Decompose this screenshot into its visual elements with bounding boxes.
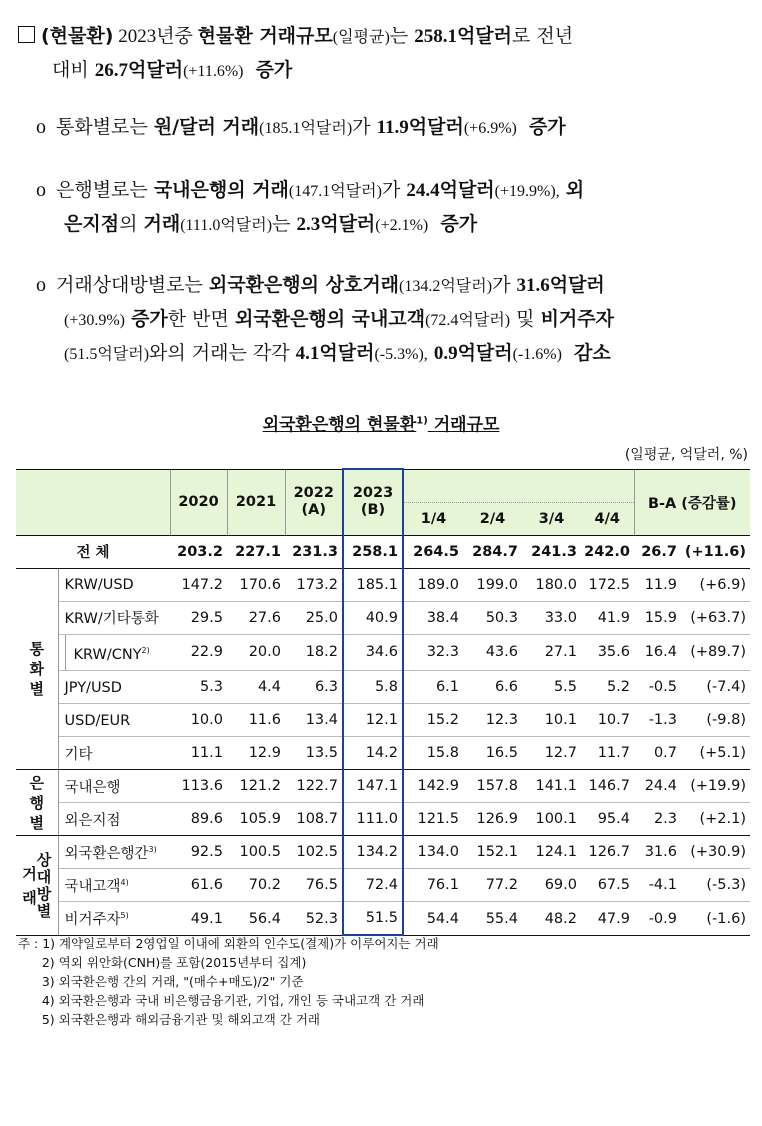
table-row (16, 634, 750, 671)
footnote: 5) 외국환은행과 해외금융기관 및 해외고객 간 거래 (18, 1012, 321, 1027)
table-row (16, 869, 750, 902)
table-cell: 121.5 (403, 803, 463, 836)
table-row (16, 902, 750, 936)
col-q2: 2/4 (463, 502, 522, 535)
table-cell: 6.6 (463, 671, 522, 704)
table-cell: 10.7 (581, 704, 634, 737)
col-diff: B-A (증감률) (634, 469, 750, 535)
table-cell: -0.5 (634, 671, 681, 704)
table-cell: 147.2 (170, 568, 227, 601)
table-cell: 121.2 (227, 770, 285, 803)
table-cell: 50.3 (463, 601, 522, 634)
table-cell: 100.5 (227, 836, 285, 869)
table-cell: 69.0 (522, 869, 581, 902)
col-2020: 2020 (170, 469, 227, 535)
row-label: 국내은행 (58, 770, 170, 803)
table-cell: 48.2 (522, 902, 581, 936)
row-label: 기타 (58, 737, 170, 770)
table-cell: 122.7 (285, 770, 343, 803)
table-cell: 5.3 (170, 671, 227, 704)
table-cell: 113.6 (170, 770, 227, 803)
table-cell: 70.2 (227, 869, 285, 902)
table-cell: 29.5 (170, 601, 227, 634)
footnote: 3) 외국환은행 간의 거래, "(매수+매도)/2" 기준 (18, 974, 304, 989)
square-bullet-icon (18, 26, 35, 43)
col-2021: 2021 (227, 469, 285, 535)
table-cell: 14.2 (343, 737, 403, 770)
table-cell: 12.7 (522, 737, 581, 770)
group-label-bank: 은 행 별 (16, 770, 58, 836)
table-cell: 16.5 (463, 737, 522, 770)
table-cell: (-9.8) (681, 704, 750, 737)
table-cell: 100.1 (522, 803, 581, 836)
summary-bank: o 은행별로는 국내은행의 거래(147.1억달러)가 24.4억달러(+19.9%), 외 은지점의 거래(111.0억달러)는 2.3억달러(+2.1%) 증가 (0, 174, 762, 242)
table-cell: 126.9 (463, 803, 522, 836)
fx-table (16, 468, 750, 936)
table-cell: 5.2 (581, 671, 634, 704)
col-q1: 1/4 (403, 502, 463, 535)
footnote: 주 : 1) 계약일로부터 2영업일 이내에 외환의 인수도(결제)가 이루어지는 거래 (18, 936, 439, 951)
table-cell: (-1.6) (681, 902, 750, 936)
summary-main: (현물환) 2023년중 현물환 거래규모(일평균)는 258.1억달러로 전년 대비 26.7억달러(+11.6%) 증가 (0, 20, 762, 88)
row-label: JPY/USD (58, 671, 170, 704)
table-cell: 11.1 (170, 737, 227, 770)
footnotes (18, 934, 439, 1029)
bullet-icon: o (36, 274, 46, 296)
table-cell: 27.6 (227, 601, 285, 634)
table-cell: 33.0 (522, 601, 581, 634)
table-cell: 92.5 (170, 836, 227, 869)
table-row (16, 836, 750, 869)
table-cell: 51.5 (343, 902, 403, 936)
table-cell: (+6.9) (681, 568, 750, 601)
table-cell: 142.9 (403, 770, 463, 803)
row-label: 외은지점 (58, 803, 170, 836)
table-cell: 102.5 (285, 836, 343, 869)
table-cell: 172.5 (581, 568, 634, 601)
table-cell: 10.0 (170, 704, 227, 737)
table-cell: 173.2 (285, 568, 343, 601)
table-cell: 13.5 (285, 737, 343, 770)
table-cell: 10.1 (522, 704, 581, 737)
footnote: 4) 외국환은행과 국내 비은행금융기관, 기업, 개인 등 국내고객 간 거래 (18, 993, 425, 1008)
table-cell: 4.4 (227, 671, 285, 704)
table-title: 외국환은행의 현물환$^{1)}$ 거래규모 (262, 415, 500, 435)
table-cell: 6.1 (403, 671, 463, 704)
row-label: 비거주자$^{5)}$ (58, 902, 170, 936)
table-cell: 76.1 (403, 869, 463, 902)
table-cell: 16.4 (634, 634, 681, 671)
table-row (16, 704, 750, 737)
table-cell: 12.9 (227, 737, 285, 770)
table-cell: 199.0 (463, 568, 522, 601)
table-row (16, 737, 750, 770)
table-cell: 141.1 (522, 770, 581, 803)
table-cell: 11.9 (634, 568, 681, 601)
col-2023: 2023 (B) (343, 469, 403, 535)
row-label: 국내고객$^{4)}$ (58, 869, 170, 902)
table-cell: 52.3 (285, 902, 343, 936)
table-cell: 41.9 (581, 601, 634, 634)
table-cell: 105.9 (227, 803, 285, 836)
footnote: 2) 역외 위안화(CNH)를 포함(2015년부터 집계) (18, 955, 307, 970)
table-cell: 13.4 (285, 704, 343, 737)
table-cell: 5.5 (522, 671, 581, 704)
table-cell: 38.4 (403, 601, 463, 634)
table-cell: (+30.9) (681, 836, 750, 869)
table-row (16, 770, 750, 803)
table-cell: 18.2 (285, 634, 343, 671)
table-row (16, 803, 750, 836)
summary-currency: o 통화별로는 원/달러 거래(185.1억달러)가 11.9억달러(+6.9%) 증가 (0, 111, 762, 145)
table-unit: (일평균, 억달러, %) (624, 447, 748, 463)
table-cell: 89.6 (170, 803, 227, 836)
table-cell: 2.3 (634, 803, 681, 836)
table-cell: 134.0 (403, 836, 463, 869)
table-cell: 95.4 (581, 803, 634, 836)
table-cell: 185.1 (343, 568, 403, 601)
table-cell: -0.9 (634, 902, 681, 936)
table-cell: -1.3 (634, 704, 681, 737)
table-cell: 170.6 (227, 568, 285, 601)
row-label: KRW/기타통화 (58, 601, 170, 634)
table-cell: 25.0 (285, 601, 343, 634)
table-cell: 6.3 (285, 671, 343, 704)
table-row (16, 568, 750, 601)
total-row: 전 체 203.2 227.1 231.3 258.1 264.5 284.7 241.3 242.0 26.7 (+11.6) (16, 535, 750, 568)
col-2022: 2022 (A) (285, 469, 343, 535)
row-label: KRW/CNY$^{2)}$ (58, 634, 170, 671)
table-cell: 15.8 (403, 737, 463, 770)
group-label-counterparty: 거 래 상 대 방 별 (16, 836, 58, 936)
table-cell: 0.7 (634, 737, 681, 770)
table-cell: 27.1 (522, 634, 581, 671)
table-cell: (-7.4) (681, 671, 750, 704)
table-cell: (+2.1) (681, 803, 750, 836)
table-cell: 43.6 (463, 634, 522, 671)
table-cell: 12.3 (463, 704, 522, 737)
table-cell: 126.7 (581, 836, 634, 869)
table-cell: 147.1 (343, 770, 403, 803)
table-cell: (+89.7) (681, 634, 750, 671)
col-q3: 3/4 (522, 502, 581, 535)
bullet-icon: o (36, 179, 46, 201)
table-cell: 35.6 (581, 634, 634, 671)
col-q4: 4/4 (581, 502, 634, 535)
table-cell: 5.8 (343, 671, 403, 704)
table-cell: (+63.7) (681, 601, 750, 634)
table-cell: 146.7 (581, 770, 634, 803)
summary-counterparty: o 거래상대방별로는 외국환은행의 상호거래(134.2억달러)가 31.6억달러 (+30.9%) 증가한 반면 외국환은행의 국내고객(72.4억달러) 및 비거주자 (51.5억달러)와의 거래는 각각 4.1억달러(-5.3%), 0.9억달러(-1.6%) 감소 (0, 269, 762, 371)
table-cell: 47.9 (581, 902, 634, 936)
table-cell: 108.7 (285, 803, 343, 836)
table-cell: 76.5 (285, 869, 343, 902)
header-row (16, 469, 750, 502)
table-cell: 55.4 (463, 902, 522, 936)
table-cell: 61.6 (170, 869, 227, 902)
table-cell: 67.5 (581, 869, 634, 902)
table-cell: 20.0 (227, 634, 285, 671)
group-label-currency: 통 화 별 (16, 568, 58, 770)
table-cell: 72.4 (343, 869, 403, 902)
table-row (16, 671, 750, 704)
table-cell: (-5.3) (681, 869, 750, 902)
table-cell: 134.2 (343, 836, 403, 869)
table-cell: 31.6 (634, 836, 681, 869)
table-cell: 111.0 (343, 803, 403, 836)
table-cell: 15.2 (403, 704, 463, 737)
table-cell: (+5.1) (681, 737, 750, 770)
table-cell: 22.9 (170, 634, 227, 671)
row-label: 외국환은행간$^{3)}$ (58, 836, 170, 869)
table-cell: 152.1 (463, 836, 522, 869)
table-cell: 12.1 (343, 704, 403, 737)
table-cell: 15.9 (634, 601, 681, 634)
table-cell: 40.9 (343, 601, 403, 634)
table-cell: 189.0 (403, 568, 463, 601)
table-cell: 56.4 (227, 902, 285, 936)
table-cell: 157.8 (463, 770, 522, 803)
bullet-icon: o (36, 116, 46, 138)
table-cell: 11.6 (227, 704, 285, 737)
table-cell: 49.1 (170, 902, 227, 936)
row-label: KRW/USD (58, 568, 170, 601)
table-cell: (+19.9) (681, 770, 750, 803)
table-row (16, 601, 750, 634)
table-cell: -4.1 (634, 869, 681, 902)
table-cell: 180.0 (522, 568, 581, 601)
row-label: USD/EUR (58, 704, 170, 737)
table-cell: 24.4 (634, 770, 681, 803)
table-cell: 34.6 (343, 634, 403, 671)
table-cell: 11.7 (581, 737, 634, 770)
table-cell: 54.4 (403, 902, 463, 936)
table-cell: 77.2 (463, 869, 522, 902)
table-cell: 32.3 (403, 634, 463, 671)
table-cell: 124.1 (522, 836, 581, 869)
